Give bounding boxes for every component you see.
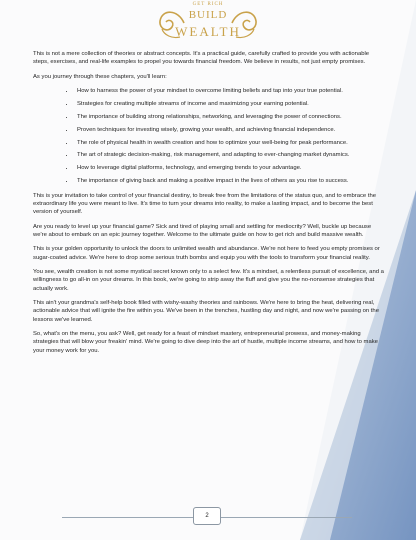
list-item: • The role of physical health in wealth creation and how to optimize your well-being for peak performance. xyxy=(75,139,385,147)
list-item: • How to leverage digital platforms, technology, and emerging trends to your advantage. xyxy=(75,164,385,172)
body-text xyxy=(33,50,385,361)
list-item: • Strategies for creating multiple streams of income and maximizing your earning potential. xyxy=(75,100,385,108)
logo-header xyxy=(0,0,416,46)
logo-line-build: BUILD xyxy=(188,9,228,21)
list-item: • Proven techniques for investing wisely, growing your wealth, and achieving financial independence. xyxy=(75,126,385,134)
body-paragraph: You see, wealth creation is not some mystical secret known only to a select few. It's a mindset, a relentless pursuit of excellence, and a willingness to go all-in on your dreams. In this book, we're going to strip away the fluff and give you the no-nonsense strategies that actually work. xyxy=(33,269,384,292)
page-number: 2 xyxy=(193,507,221,525)
lead-in-paragraph: As you journey through these chapters, you'll learn: xyxy=(33,73,167,80)
logo-line-wealth: WEALTH xyxy=(175,24,241,39)
list-item: • How to harness the power of your mindset to overcome limiting beliefs and tap into your true potential. xyxy=(75,87,385,95)
body-paragraph: Are you ready to level up your financial game? Sick and tired of playing small and settling for mediocrity? Well, buckle up because we're about to embark on an epic journey together. Welcome to the ultimate guide on how to get rich and build massive wealth. xyxy=(33,223,372,238)
learning-list xyxy=(33,87,385,185)
body-paragraph: This is your invitation to take control of your financial destiny, to break free from the limitations of the status quo, and to embrace the extraordinary life you were meant to live. It's time to turn your dreams into reality, to make a lasting impact, and to become the best version of yourself. xyxy=(33,192,377,215)
body-paragraph: So, what's on the menu, you ask? Well, get ready for a feast of mindset mastery, entrepreneurial prowess, and money-making strategies that will blow your freakin' mind. We're going to dive deep into the art of hustle, multiple income streams, and how to make your money work for you. xyxy=(33,331,378,354)
list-item: • The art of strategic decision-making, risk management, and adapting to ever-changing market dynamics. xyxy=(75,151,385,159)
body-paragraph: This is your golden opportunity to unlock the doors to unlimited wealth and abundance. We're not here to feed you empty promises or sugar-coated advice. We're here to drop some serious truth bombs and equip you with the tools to transform your financial reality. xyxy=(33,246,380,261)
body-paragraph: This ain't your grandma's self-help book filled with wishy-washy theories and rainbows. We're here to bring the heat, delivering real, actionable advice that will ignite the fire within you. We've been in the trenches, hustling day and night, and now we're passing on the lessons we've learned. xyxy=(33,300,379,323)
list-item: • The importance of building strong relationships, networking, and leveraging the power of connections. xyxy=(75,113,385,121)
footer-rule-left xyxy=(62,517,193,518)
logo-tagline: GET RICH xyxy=(192,2,224,7)
list-item: • The importance of giving back and making a positive impact in the lives of others as you rise to success. xyxy=(75,177,385,185)
footer-rule-right xyxy=(221,517,352,518)
intro-paragraph: This is not a mere collection of theories or abstract concepts. It's a practical guide, carefully crafted to provide you with actionable steps, exercises, and real-life examples to propel you towards financial freedom. We believe in results, not just empty promises. xyxy=(33,51,370,66)
